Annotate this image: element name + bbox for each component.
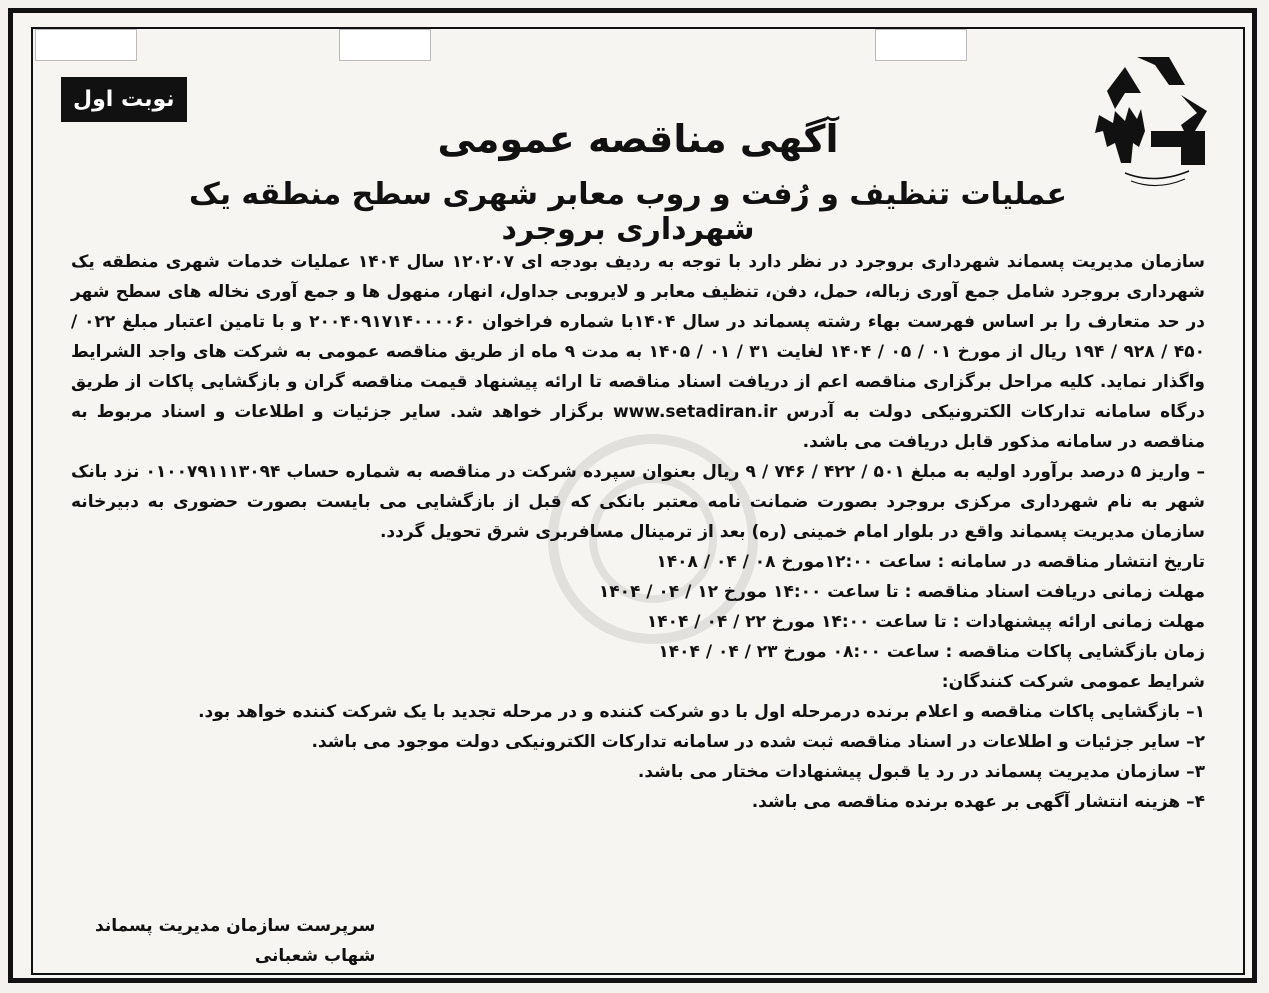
notice-frame	[8, 8, 1257, 983]
condition-item: ۴– هزینه انتشار آگهی بر عهده برنده مناقصه می باشد.	[751, 792, 1205, 812]
signature-role: سرپرست سازمان مدیریت پسماند	[95, 916, 376, 936]
notice-subtitle: عملیات تنظیف و رُفت و روب معابر شهری سطح منطقه یک شهرداری بروجرد	[188, 177, 1067, 247]
notice-body	[71, 247, 1205, 817]
conditions-list	[71, 667, 1205, 817]
intro-paragraph: سازمان مدیریت پسماند شهرداری بروجرد در نظر دارد با توجه به ردیف بودجه ای ۱۲۰۲۰۷ سال ۱۴۰۴ عملیات خدمات شهری منطقه یک شهرداری بروجرد شامل جمع آوری زباله، حمل، دفن، تنظیف معابر و لایروبی جداول، انهار، منهول ها و جمع آوری نخاله های سطح شهر در حد متعارف را بر اساس فهرست بهاء رشته پسماند در سال ۱۴۰۴با شماره فراخوان ۲۰۰۴۰۹۱۷۱۴۰۰۰۰۶۰ و با تامین اعتبار مبلغ ۰۲۲ / ۴۵۰ / ۹۲۸ / ۱۹۴ ریال از مورخ ۰۱ / ۰۵ / ۱۴۰۴ لغایت ۳۱ / ۰۱ / ۱۴۰۵ به مدت ۹ ماه از طریق مناقصه عمومی به شرکت های واجد الشرایط واگذار نماید. کلیه مراحل برگزاری مناقصه اعم از دریافت اسناد مناقصه تا ارائه پیشنهاد قیمت مناقصه گران و بازگشایی پاکات از طریق درگاه سامانه تدارکات الکترونیکی دولت به آدرس www.setadiran.ir برگزار خواهد شد. سایر جزئیات و اطلاعات و اسناد مربوط به مناقصه در سامانه مذکور قابل دریافت می باشد.	[71, 252, 1205, 452]
round-badge: نوبت اول	[61, 77, 187, 122]
date-line: زمان بازگشایی پاکات مناقصه : ساعت ۰۸:۰۰ مورخ ۲۳ / ۰۴ / ۱۴۰۴	[658, 642, 1205, 662]
tape-strip	[875, 29, 967, 61]
tape-strip	[35, 29, 137, 61]
date-line: تاریخ انتشار مناقصه در سامانه : ساعت ۱۲:۰۰مورخ ۰۸ / ۰۴ / ۱۴۰۸	[656, 552, 1205, 572]
condition-item: ۲– سایر جزئیات و اطلاعات در اسناد مناقصه ثبت شده در سامانه تدارکات الکترونیکی دولت موجود می باشد.	[311, 732, 1205, 752]
conditions-title: شرایط عمومی شرکت کنندگان:	[941, 672, 1205, 692]
notice-inner-border	[31, 27, 1245, 975]
tape-strip	[339, 29, 431, 61]
signature-name: شهاب شعبانی	[254, 946, 376, 966]
signature-block	[95, 911, 375, 971]
date-line: مهلت زمانی ارائه پیشنهادات : تا ساعت ۱۴:۰۰ مورخ ۲۲ / ۰۴ / ۱۴۰۴	[646, 612, 1205, 632]
notice-title: آگهی مناقصه عمومی	[437, 117, 839, 161]
dates-list	[71, 547, 1205, 667]
condition-item: ۳– سازمان مدیریت پسماند در رد یا قبول پیشنهادات مختار می باشد.	[637, 762, 1205, 782]
date-line: مهلت زمانی دریافت اسناد مناقصه : تا ساعت ۱۴:۰۰ مورخ ۱۲ / ۰۴ / ۱۴۰۴	[598, 582, 1205, 602]
condition-item: ۱– بازگشایی پاکات مناقصه و اعلام برنده درمرحله اول با دو شرکت کننده و در مرحله تجدید با یک شرکت کننده خواهد بود.	[198, 702, 1205, 722]
deposit-paragraph: – واریز ۵ درصد برآورد اولیه به مبلغ ۵۰۱ / ۴۲۲ / ۷۴۶ / ۹ ریال بعنوان سپرده شرکت در مناقصه به شماره حساب ۰۱۰۰۷۹۱۱۱۳۰۹۴ نزد بانک شهر به نام شهرداری مرکزی بروجرد بصورت ضمانت نامه معتبر بانکی که قبل از بازگشایی می بایست بصورت حضوری به دبیرخانه سازمان مدیریت پسماند واقع در بلوار امام خمینی (ره) بعد از ترمینال مسافربری شرق تحویل گردد.	[71, 462, 1206, 542]
recycle-maple-logo-icon	[1085, 51, 1215, 201]
